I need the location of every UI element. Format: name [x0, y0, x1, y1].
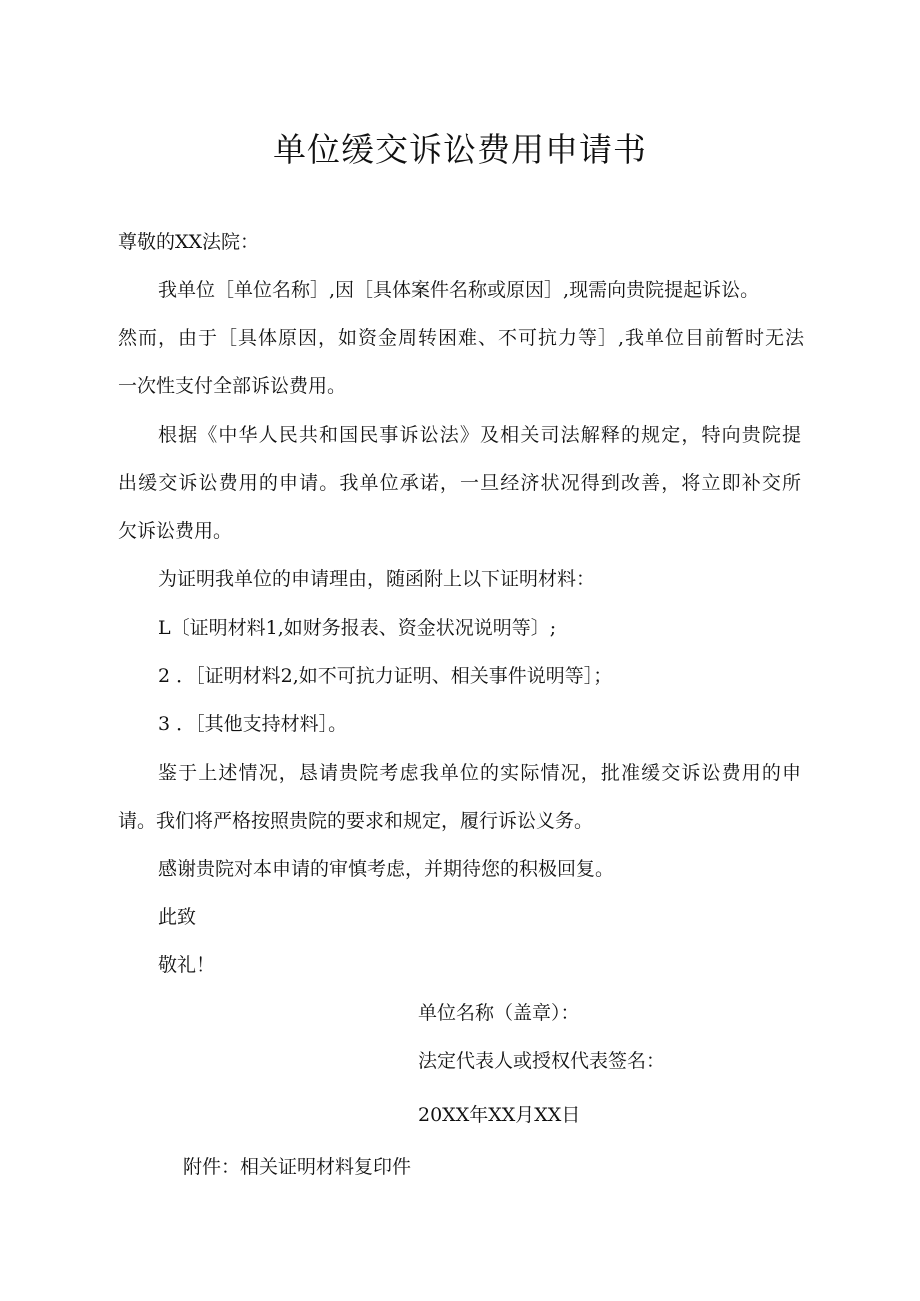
list-item: 2 ．［证明材料2,如不可抗力证明、相关事件说明等］；	[158, 665, 613, 687]
representative-signature-label: 法定代表人或授权代表签名：	[418, 1050, 666, 1072]
paragraph-2-line-1: 根据《中华人民共和国民事诉讼法》及相关司法解释的规定，特向贵院提	[158, 424, 801, 446]
salutation: 尊敬的XX法院：	[118, 231, 260, 253]
closing-salute: 敬礼！	[158, 954, 216, 976]
list-item: L〔证明材料1,如财务报表、资金状况说明等〕;	[158, 617, 557, 639]
paragraph-2-line-3: 欠诉讼费用。	[118, 520, 233, 542]
closing-greeting: 此致	[158, 906, 197, 928]
paragraph-2-line-2: 出缓交诉讼费用的申请。我单位承诺，一旦经济状况得到改善，将立即补交所	[118, 472, 801, 494]
list-item: 3 ．［其他支持材料］。	[158, 713, 348, 735]
paragraph-1-line-3: 一次性支付全部诉讼费用。	[118, 375, 347, 397]
document-title: 单位缓交诉讼费用申请书	[273, 130, 647, 169]
paragraph-4-line-1: 鉴于上述情况，恳请贵院考虑我单位的实际情况，批准缓交诉讼费用的申	[158, 762, 801, 784]
attachment-note: 附件：相关证明材料复印件	[183, 1156, 412, 1178]
paragraph-3: 为证明我单位的申请理由，随函附上以下证明材料：	[158, 568, 596, 590]
signature-date: 20XX年XX月XX日	[418, 1104, 581, 1126]
paragraph-1-line-1: 我单位［单位名称］,因［具体案件名称或原因］,现需向贵院提起诉讼。	[158, 279, 760, 301]
paragraph-5: 感谢贵院对本申请的审慎考虑，并期待您的积极回复。	[158, 858, 615, 880]
paragraph-1-line-2: 然而，由于［具体原因，如资金周转困难、不可抗力等］,我单位目前暂时无法	[118, 327, 804, 349]
unit-name-seal-label: 单位名称（盖章）：	[418, 1002, 580, 1024]
paragraph-4-line-2: 请。我们将严格按照贵院的要求和规定，履行诉讼义务。	[118, 810, 594, 832]
